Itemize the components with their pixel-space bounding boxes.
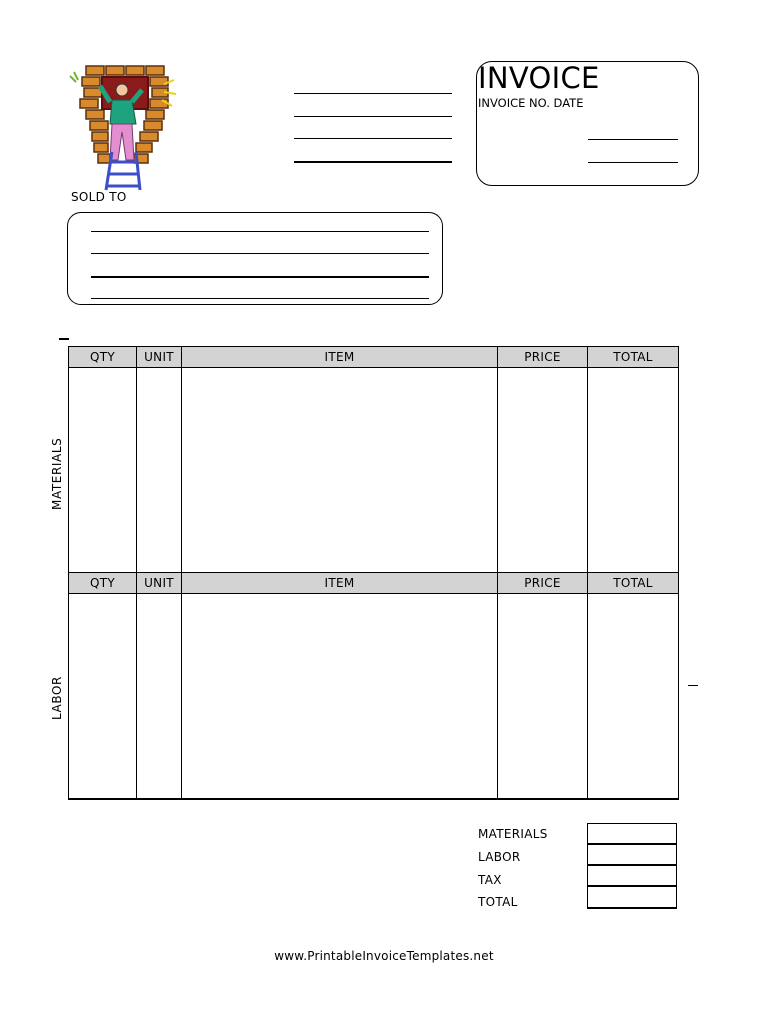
price-cell[interactable] — [498, 594, 588, 800]
qty-cell[interactable] — [69, 594, 137, 800]
table-row — [69, 594, 679, 800]
unit-cell[interactable] — [137, 368, 182, 573]
total-cell[interactable] — [588, 594, 679, 800]
summary-labor-field[interactable] — [587, 844, 677, 865]
col-total-header: TOTAL — [588, 573, 679, 594]
col-qty-header: QTY — [69, 347, 137, 368]
labor-section-label: LABOR — [50, 676, 64, 720]
address-line[interactable] — [294, 161, 452, 163]
labor-table — [68, 572, 679, 800]
col-item-header: ITEM — [182, 347, 498, 368]
item-cell[interactable] — [182, 368, 498, 573]
address-line[interactable] — [294, 138, 452, 139]
summary-tax-label: TAX — [478, 873, 502, 887]
materials-table — [68, 346, 679, 573]
summary-materials-label: MATERIALS — [478, 827, 548, 841]
col-price-header: PRICE — [498, 347, 588, 368]
col-qty-header: QTY — [69, 573, 137, 594]
materials-section-label: MATERIALS — [50, 437, 64, 510]
sold-to-label: SOLD TO — [71, 190, 127, 204]
col-price-header: PRICE — [498, 573, 588, 594]
summary-materials-field[interactable] — [587, 823, 677, 844]
bricklayer-logo-icon — [64, 62, 180, 192]
invoice-number-field[interactable] — [588, 139, 678, 140]
unit-cell[interactable] — [137, 594, 182, 800]
invoice-title: INVOICE — [478, 61, 600, 95]
table-header-row — [69, 573, 679, 594]
summary-total-field[interactable] — [587, 886, 677, 909]
marker-dash — [59, 338, 69, 340]
summary-labor-label: LABOR — [478, 850, 521, 864]
marker-dash — [688, 685, 698, 686]
sold-to-box — [67, 212, 443, 305]
address-line[interactable] — [294, 93, 452, 94]
qty-cell[interactable] — [69, 368, 137, 573]
summary-tax-field[interactable] — [587, 865, 677, 886]
item-cell[interactable] — [182, 594, 498, 800]
address-line[interactable] — [294, 116, 452, 117]
sold-to-line[interactable] — [91, 231, 429, 232]
sold-to-line[interactable] — [91, 253, 429, 254]
invoice-number-date-label: INVOICE NO. DATE — [478, 96, 584, 110]
table-header-row — [69, 347, 679, 368]
total-cell[interactable] — [588, 368, 679, 573]
footer-website-link[interactable]: www.PrintableInvoiceTemplates.net — [274, 949, 494, 963]
invoice-date-field[interactable] — [588, 162, 678, 163]
col-total-header: TOTAL — [588, 347, 679, 368]
summary-total-label: TOTAL — [478, 895, 518, 909]
col-unit-header: UNIT — [137, 347, 182, 368]
sold-to-line[interactable] — [91, 276, 429, 278]
col-item-header: ITEM — [182, 573, 498, 594]
col-unit-header: UNIT — [137, 573, 182, 594]
sold-to-line[interactable] — [91, 298, 429, 299]
table-row — [69, 368, 679, 573]
price-cell[interactable] — [498, 368, 588, 573]
